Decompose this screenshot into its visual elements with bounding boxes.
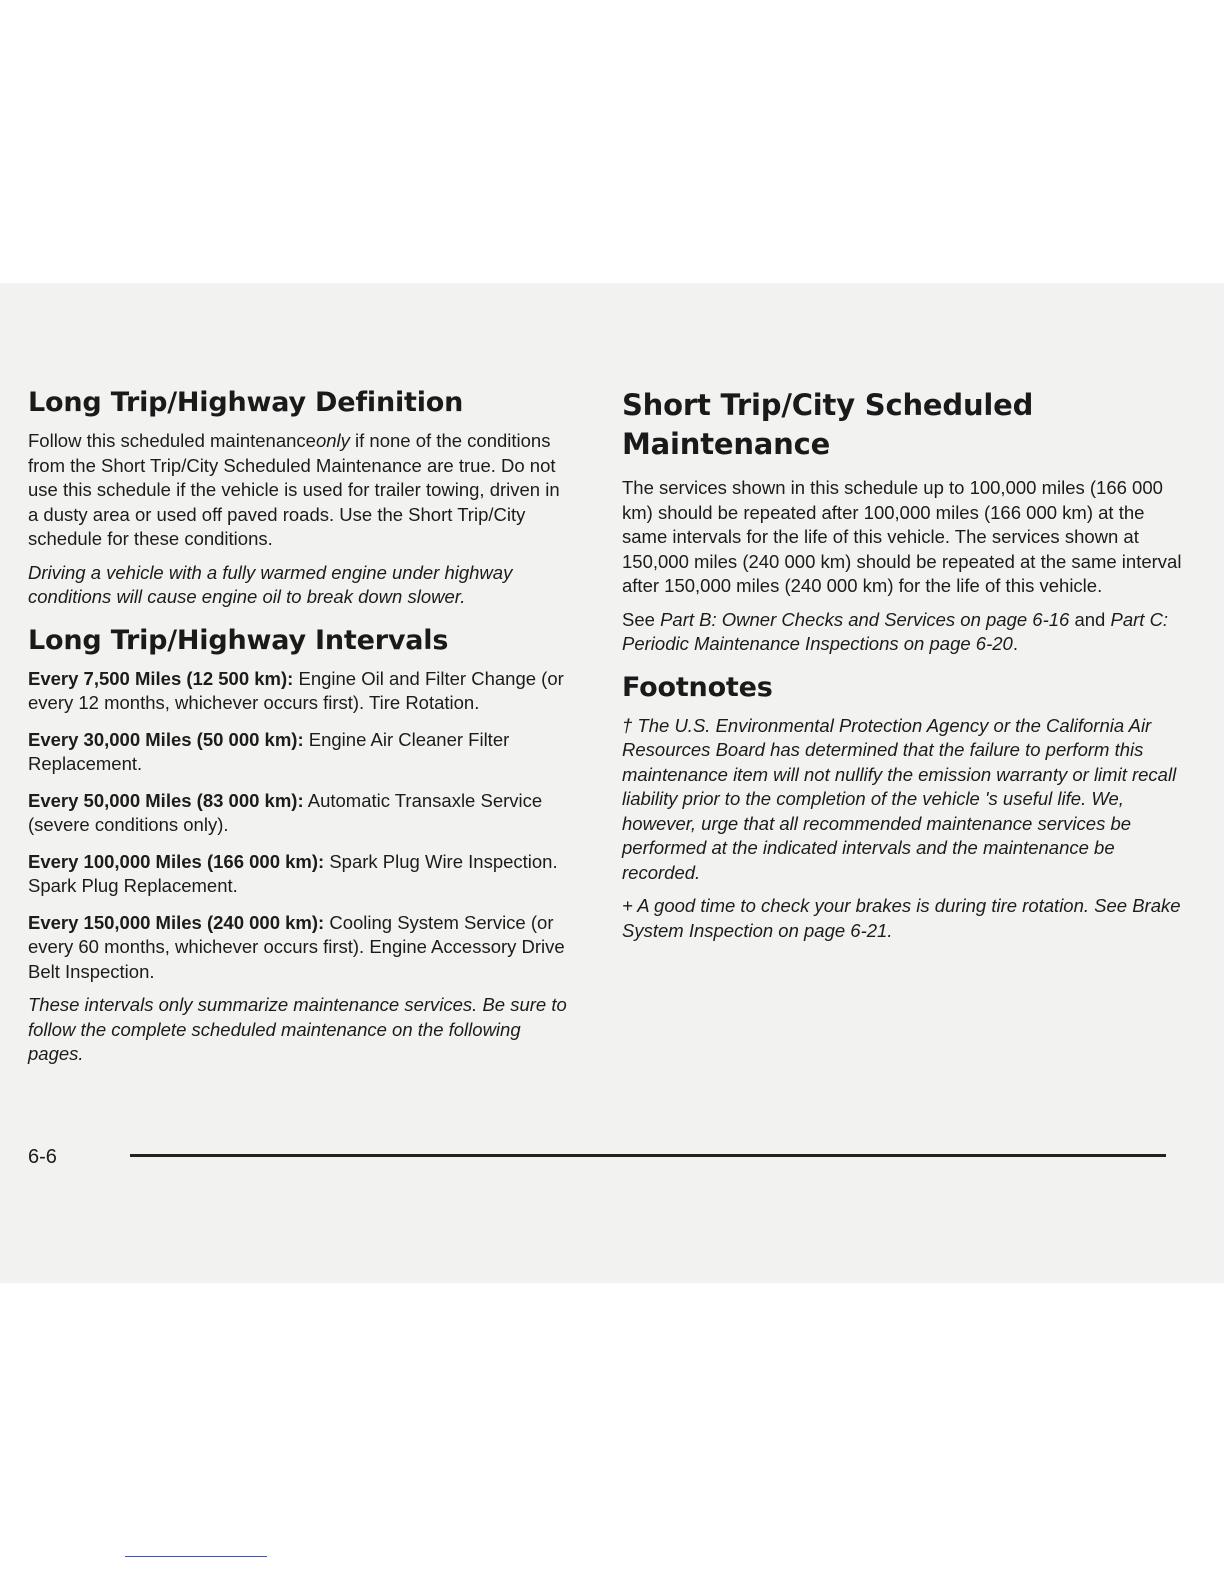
footnote-plus: + A good time to check your brakes is during tire rotation. See Brake System Inspection on page 6-21. [622, 895, 1181, 941]
part-b-reference[interactable]: Part B: Owner Checks and Services on page 6-16 [660, 608, 1070, 630]
interval-item: Every 150,000 Miles (240 000 km): Cooling System Service (or every 60 months, whichever occurs first). Engine Accessory Drive Belt Inspection. [28, 911, 565, 982]
interval-item: Every 50,000 Miles (83 000 km): Automatic Transaxle Service (severe conditions only). [28, 789, 543, 835]
interval-item: Every 7,500 Miles (12 500 km): Engine Oil and Filter Change (or every 12 months, whichever occurs first). Tire Rotation. [28, 667, 564, 713]
right-column [622, 386, 1182, 943]
interval-item: Every 30,000 Miles (50 000 km): Engine Air Cleaner Filter Replacement. [28, 728, 510, 774]
footnotes-heading: Footnotes [622, 671, 773, 703]
page-number: 6-6 [28, 1146, 57, 1168]
intervals-note: These intervals only summarize maintenance services. Be sure to follow the complete scheduled maintenance on the following pages. [28, 994, 567, 1064]
long-trip-definition-heading: Long Trip/Highway Definition [28, 387, 464, 418]
see-also-paragraph: See Part B: Owner Checks and Services on page 6-16 and Part C: Periodic Maintenance Inspections on page 6-20. [622, 608, 1169, 654]
footnote-dagger: † The U.S. Environmental Protection Agency or the California Air Resources Board has determined that the failure to perform this maintenance item will not nullify the emission warranty or limit recall liability prior to the completion of the vehicle 's useful life. We, however, urge that all recommended maintenance services be performed at the indicated intervals and the maintenance be recorded. [622, 714, 1177, 883]
left-column [28, 386, 573, 1067]
definition-paragraph: Follow this scheduled maintenanceonly if none of the conditions from the Short Trip/City Scheduled Maintenance are true. Do not use this schedule if the vehicle is used for trailer towing, driven in a dusty area or used off paved roads. Use the Short Trip/City schedule for these conditions. [28, 430, 560, 549]
footer-divider [130, 1154, 1166, 1157]
bottom-divider [125, 1556, 267, 1557]
short-trip-heading: Short Trip/City Scheduled Maintenance [622, 388, 1034, 461]
long-trip-intervals-heading: Long Trip/Highway Intervals [28, 624, 449, 656]
part-c-reference[interactable]: Part C: Periodic Maintenance Inspections on page 6-20 [622, 608, 1169, 654]
interval-item: Every 100,000 Miles (166 000 km): Spark Plug Wire Inspection. Spark Plug Replacement. [28, 850, 558, 896]
short-trip-paragraph: The services shown in this schedule up to 100,000 miles (166 000 km) should be repeated after 100,000 miles (166 000 km) at the same intervals for the life of this vehicle. The services shown at 150,000 miles (240 000 km) should be repeated at the same interval after 150,000 miles (240 000 km) for the life of this vehicle. [622, 477, 1182, 596]
definition-note: Driving a vehicle with a fully warmed engine under highway conditions will cause engine oil to break down slower. [28, 561, 513, 607]
